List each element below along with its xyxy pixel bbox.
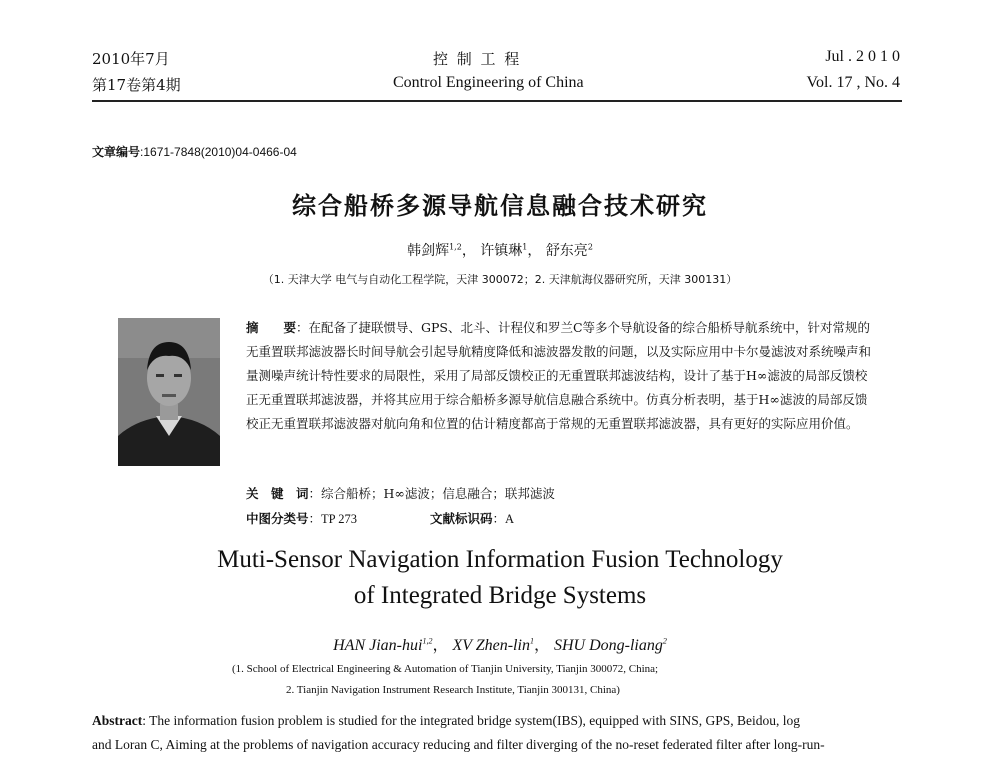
abstract-cn <box>246 316 876 436</box>
author-en-2-sup: 1 <box>529 636 534 646</box>
article-number-label: 文章编号 <box>92 145 141 159</box>
keywords-cn-text: ：综合船桥；H∞滤波；信息融合；联邦滤波 <box>308 486 555 501</box>
title-en-line1: Muti-Sensor Navigation Information Fusion Technology <box>217 546 783 573</box>
abstract-cn-text: ：在配备了捷联惯导、GPS、北斗、计程仪和罗兰C等多个导航设备的综合船桥导航系统中，针对常规的无重置联邦滤波器长时间导航会引起导航精度降低和滤波器发散的问题，以及实际应用中卡尔曼滤波对系统噪声和量测噪声统计特性要求的局限性，采用了局部反馈校正的无重置联邦滤波结构，设计了基于H∞滤波的局部反馈校正无重置联邦滤波器，并将其应用于综合船桥多源导航信息融合系统中。仿真分析表明，基于H∞滤波的局部反馈校正无重置联邦滤波器对航向角和位置的估计精度都高于常规的无重置联邦滤波器，具有更好的实际应用价值。 <box>246 320 872 431</box>
title-cn: 综合船桥多源导航信息融合技术研究 <box>292 192 708 220</box>
header-volume-cn: 第17卷第4期 <box>92 76 181 94</box>
author-photo <box>118 318 220 466</box>
header-volume-en: Vol. 17 , No. 4 <box>806 74 900 91</box>
author-en-3-sup: 2 <box>662 636 667 646</box>
affiliation-cn: （1. 天津大学 电气与自动化工程学院，天津 300072；2. 天津航海仪器研究所，天津 300131） <box>262 273 738 286</box>
header-journal-en: Control Engineering of China <box>393 74 584 91</box>
doc-code <box>430 509 514 527</box>
author-sep: ， <box>527 243 542 259</box>
author-sep: ， <box>461 243 476 259</box>
article-number-value: :1671-7848(2010)04-0466-04 <box>140 145 297 159</box>
author-en-3: SHU Dong-liang <box>553 637 663 654</box>
clc-value: ：TP 273 <box>308 512 358 526</box>
author-cn-1-sup: 1,2 <box>449 242 462 252</box>
doc-code-label: 文献标识码 <box>430 511 493 526</box>
author-cn-3-sup: 2 <box>587 242 593 252</box>
affiliation-en-line1: (1. School of Electrical Engineering & Automation of Tianjin University, Tianjin 300072, China; <box>232 663 659 675</box>
abstract-en-label: Abstract <box>92 713 143 728</box>
abstract-en-line1 <box>92 709 800 733</box>
author-en-1: HAN Jian-hui <box>333 637 423 654</box>
author-cn-3: 舒东亮 <box>545 243 588 259</box>
keywords-cn-label: 关 键 词 <box>246 486 309 501</box>
author-photo-image <box>118 318 220 466</box>
header-date-cn: 2010年7月 <box>92 50 170 68</box>
doc-code-value: ：A <box>492 512 515 526</box>
author-en-1-sup: 1,2 <box>422 636 433 646</box>
abstract-en-text-line2: and Loran C, Aiming at the problems of navigation accuracy reducing and filter diverging of the no-reset federated filter after long-run- <box>92 737 825 752</box>
title-en-line2: of Integrated Bridge Systems <box>353 582 647 609</box>
author-sep: ， <box>533 637 550 654</box>
header-rule <box>92 100 902 102</box>
author-cn-2-sup: 1 <box>522 242 528 252</box>
header-date-en: Jul . 2 0 1 0 <box>825 48 900 65</box>
author-cn-2: 许镇琳 <box>480 243 523 259</box>
authors-cn <box>0 240 1000 260</box>
abstract-cn-label: 摘 要 <box>246 320 297 335</box>
header-journal-cn: 控 制 工 程 <box>433 50 522 68</box>
author-cn-1: 韩剑辉 <box>407 243 450 259</box>
affiliation-en-line2: 2. Tianjin Navigation Instrument Research Institute, Tianjin 300131, China) <box>286 684 620 696</box>
clc-number <box>246 509 357 527</box>
keywords-cn <box>246 484 555 502</box>
author-sep: ， <box>432 637 449 654</box>
article-number <box>92 143 297 160</box>
author-en-2: XV Zhen-lin <box>452 637 530 654</box>
abstract-en-text-line1: : The information fusion problem is studied for the integrated bridge system(IBS), equipped with SINS, GPS, Beidou, log <box>142 713 801 728</box>
clc-label: 中图分类号 <box>246 511 309 526</box>
authors-en <box>0 632 1000 655</box>
